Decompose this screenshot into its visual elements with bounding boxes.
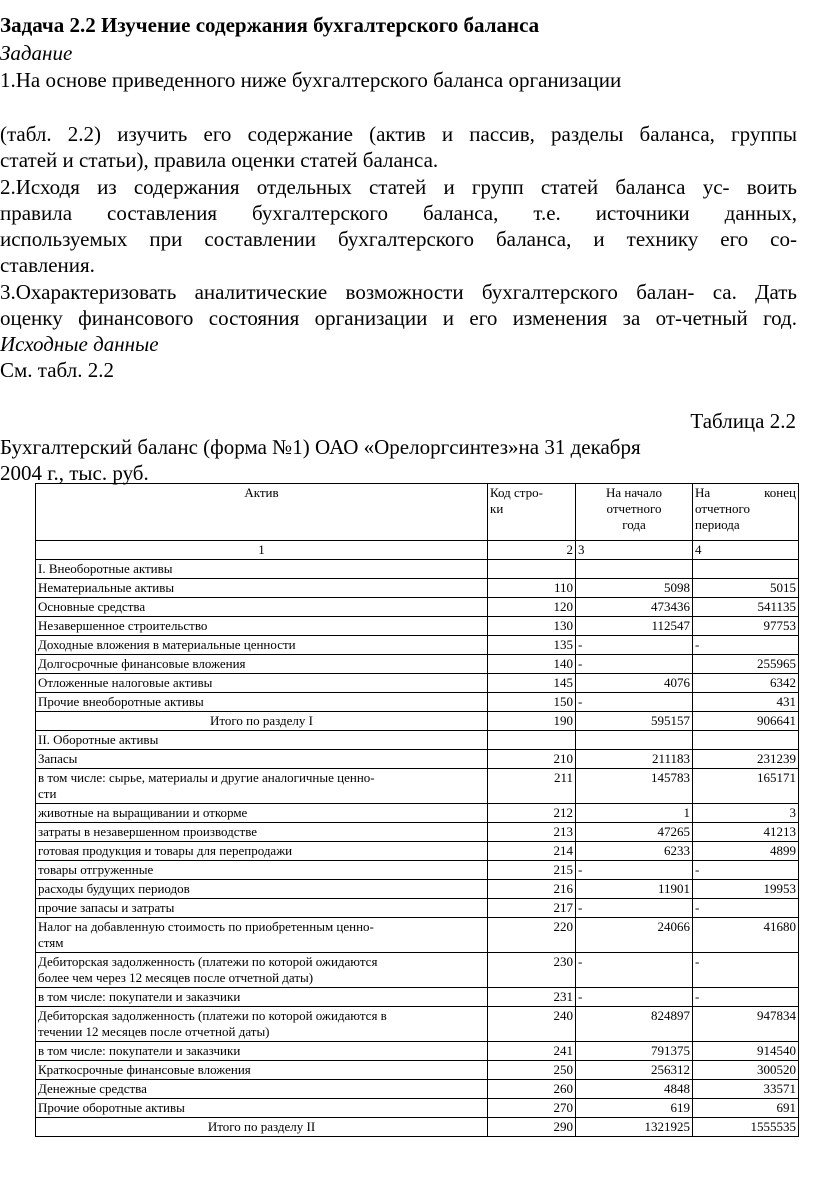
paragraph-2-line-4: ставления. — [0, 253, 95, 277]
table-row — [36, 1099, 799, 1118]
balance-sheet-table — [35, 483, 799, 1137]
task-label: Задание — [0, 41, 73, 65]
row-value-end: 541135 — [693, 598, 799, 617]
row-label: готовая продукция и товары для перепродажи — [36, 842, 488, 861]
row-value-end: 165171 — [693, 769, 799, 804]
table-row — [36, 953, 799, 988]
row-label: Итого по разделу II — [36, 1118, 488, 1137]
row-label: животные на выращивании и откорме — [36, 804, 488, 823]
row-label: Незавершенное строительство — [36, 617, 488, 636]
table-row — [36, 636, 799, 655]
table-number: Таблица 2.2 — [690, 409, 796, 433]
paragraph-3-line-2: оценку финансового состояния организации и его изменения за от-четный год. — [0, 306, 797, 330]
row-value-end: 914540 — [693, 1042, 799, 1061]
row-value-start: 1 — [576, 804, 693, 823]
header-period-start: На начало отчетного года — [576, 484, 693, 541]
table-row — [36, 1007, 799, 1042]
row-value-end: 691 — [693, 1099, 799, 1118]
row-code: 290 — [488, 1118, 576, 1137]
row-label: Запасы — [36, 750, 488, 769]
row-value-start: - — [576, 655, 693, 674]
row-value-end: 5015 — [693, 579, 799, 598]
task-title: Задача 2.2 Изучение содержания бухгалтерского баланса — [0, 13, 540, 37]
row-value-start: 619 — [576, 1099, 693, 1118]
row-code — [488, 560, 576, 579]
row-value-end — [693, 560, 799, 579]
table-row — [36, 560, 799, 579]
table-row — [36, 1061, 799, 1080]
row-code: 217 — [488, 899, 576, 918]
row-code: 213 — [488, 823, 576, 842]
row-label: в том числе: покупатели и заказчики — [36, 1042, 488, 1061]
column-number: 4 — [693, 541, 799, 560]
row-value-start — [576, 731, 693, 750]
row-value-start: 47265 — [576, 823, 693, 842]
row-code: 190 — [488, 712, 576, 731]
column-number-row — [36, 541, 799, 560]
table-row — [36, 617, 799, 636]
row-value-start: - — [576, 861, 693, 880]
row-value-end: 231239 — [693, 750, 799, 769]
row-label: Долгосрочные финансовые вложения — [36, 655, 488, 674]
row-code: 260 — [488, 1080, 576, 1099]
row-value-end: 33571 — [693, 1080, 799, 1099]
row-value-start: 595157 — [576, 712, 693, 731]
row-label: Налог на добавленную стоимость по приобретенным ценно- стям — [36, 918, 488, 953]
row-label: Краткосрочные финансовые вложения — [36, 1061, 488, 1080]
row-label: Основные средства — [36, 598, 488, 617]
row-code: 214 — [488, 842, 576, 861]
table-row — [36, 655, 799, 674]
row-code: 231 — [488, 988, 576, 1007]
table-caption-line-2: 2004 г., тыс. руб. — [0, 461, 149, 485]
column-number: 1 — [36, 541, 488, 560]
table-row — [36, 731, 799, 750]
row-value-start: 6233 — [576, 842, 693, 861]
row-code: 150 — [488, 693, 576, 712]
row-value-end: 300520 — [693, 1061, 799, 1080]
row-label: товары отгруженные — [36, 861, 488, 880]
paragraph-1-line-3: статей и статьи), правила оценки статей баланса. — [0, 148, 439, 172]
row-value-start: 4848 — [576, 1080, 693, 1099]
row-value-end: 3 — [693, 804, 799, 823]
row-label: Нематериальные активы — [36, 579, 488, 598]
row-value-end: 41213 — [693, 823, 799, 842]
row-label: Доходные вложения в материальные ценности — [36, 636, 488, 655]
row-code: 110 — [488, 579, 576, 598]
table-row — [36, 804, 799, 823]
table-row — [36, 861, 799, 880]
row-label: расходы будущих периодов — [36, 880, 488, 899]
row-value-end: - — [693, 988, 799, 1007]
row-value-end: 947834 — [693, 1007, 799, 1042]
header-code: Код стро- ки — [488, 484, 576, 541]
table-row — [36, 823, 799, 842]
paragraph-2-line-1: 2.Исходя из содержания отдельных статей и групп статей баланса ус- воить — [0, 175, 797, 199]
paragraph-3-line-1: 3.Охарактеризовать аналитические возможности бухгалтерского балан- са. Дать — [0, 280, 797, 304]
table-row — [36, 750, 799, 769]
row-value-end: - — [693, 899, 799, 918]
row-code: 220 — [488, 918, 576, 953]
row-value-start — [576, 560, 693, 579]
row-label: затраты в незавершенном производстве — [36, 823, 488, 842]
row-value-end: - — [693, 636, 799, 655]
table-row — [36, 712, 799, 731]
row-label: в том числе: сырье, материалы и другие аналогичные ценно- сти — [36, 769, 488, 804]
table-row — [36, 918, 799, 953]
row-value-start: - — [576, 899, 693, 918]
row-code: 240 — [488, 1007, 576, 1042]
column-number: 2 — [488, 541, 576, 560]
source-reference: См. табл. 2.2 — [0, 358, 114, 382]
table-row — [36, 899, 799, 918]
row-value-end: 4899 — [693, 842, 799, 861]
row-code: 130 — [488, 617, 576, 636]
row-value-start: 256312 — [576, 1061, 693, 1080]
row-label: Прочие оборотные активы — [36, 1099, 488, 1118]
table-caption-line-1: Бухгалтерский баланс (форма №1) ОАО «Орелоргсинтез»на 31 декабря — [0, 435, 641, 459]
row-value-start: 11901 — [576, 880, 693, 899]
table-header-row — [36, 484, 799, 541]
row-value-end: - — [693, 953, 799, 988]
source-data-label: Исходные данные — [0, 332, 159, 356]
row-code: 140 — [488, 655, 576, 674]
row-code: 216 — [488, 880, 576, 899]
row-value-end: 97753 — [693, 617, 799, 636]
table-row — [36, 598, 799, 617]
row-code: 230 — [488, 953, 576, 988]
row-value-end: 6342 — [693, 674, 799, 693]
paragraph-1-line-2: (табл. 2.2) изучить его содержание (актив и пассив, разделы баланса, группы — [0, 122, 797, 146]
paragraph-2-line-3: используемых при составлении бухгалтерского баланса, и технику его со- — [0, 227, 797, 251]
row-code — [488, 731, 576, 750]
row-code: 145 — [488, 674, 576, 693]
row-label: Отложенные налоговые активы — [36, 674, 488, 693]
row-value-start: 1321925 — [576, 1118, 693, 1137]
paragraph-1-line-1: 1.На основе приведенного ниже бухгалтерского баланса организации — [0, 68, 622, 92]
row-value-start: - — [576, 636, 693, 655]
table-row — [36, 880, 799, 899]
table-row — [36, 769, 799, 804]
row-code: 270 — [488, 1099, 576, 1118]
row-label: Денежные средства — [36, 1080, 488, 1099]
row-value-start: 112547 — [576, 617, 693, 636]
row-label: Дебиторская задолженность (платежи по которой ожидаются более чем через 12 месяцев после отчетной даты) — [36, 953, 488, 988]
row-label: I. Внеоборотные активы — [36, 560, 488, 579]
row-label: Итого по разделу I — [36, 712, 488, 731]
row-value-start: - — [576, 693, 693, 712]
row-value-end: 431 — [693, 693, 799, 712]
row-label: прочие запасы и затраты — [36, 899, 488, 918]
paragraph-2-line-2: правила составления бухгалтерского баланса, т.е. источники данных, — [0, 201, 797, 225]
row-code: 241 — [488, 1042, 576, 1061]
row-value-end — [693, 731, 799, 750]
header-period-end: На конец отчетного периода — [693, 484, 799, 541]
table-row — [36, 842, 799, 861]
row-label: II. Оборотные активы — [36, 731, 488, 750]
row-code: 250 — [488, 1061, 576, 1080]
table-row — [36, 1118, 799, 1137]
header-activ: Актив — [36, 484, 488, 541]
column-number: 3 — [576, 541, 693, 560]
row-value-end: 255965 — [693, 655, 799, 674]
table-row — [36, 988, 799, 1007]
table-row — [36, 693, 799, 712]
table-row — [36, 1042, 799, 1061]
row-value-start: - — [576, 988, 693, 1007]
row-code: 135 — [488, 636, 576, 655]
row-label: Прочие внеоборотные активы — [36, 693, 488, 712]
row-label: Дебиторская задолженность (платежи по которой ожидаются в течении 12 месяцев после отчетной даты) — [36, 1007, 488, 1042]
table-row — [36, 579, 799, 598]
row-value-start: 145783 — [576, 769, 693, 804]
row-label: в том числе: покупатели и заказчики — [36, 988, 488, 1007]
row-value-start: 211183 — [576, 750, 693, 769]
table-row — [36, 1080, 799, 1099]
row-value-start: 24066 — [576, 918, 693, 953]
row-code: 120 — [488, 598, 576, 617]
row-value-end: 19953 — [693, 880, 799, 899]
row-code: 210 — [488, 750, 576, 769]
row-value-end: - — [693, 861, 799, 880]
row-value-start: 473436 — [576, 598, 693, 617]
row-value-end: 41680 — [693, 918, 799, 953]
row-value-end: 906641 — [693, 712, 799, 731]
row-value-start: - — [576, 953, 693, 988]
row-value-start: 824897 — [576, 1007, 693, 1042]
table-row — [36, 674, 799, 693]
row-value-start: 5098 — [576, 579, 693, 598]
row-code: 215 — [488, 861, 576, 880]
row-value-start: 791375 — [576, 1042, 693, 1061]
row-value-start: 4076 — [576, 674, 693, 693]
row-code: 211 — [488, 769, 576, 804]
row-code: 212 — [488, 804, 576, 823]
row-value-end: 1555535 — [693, 1118, 799, 1137]
